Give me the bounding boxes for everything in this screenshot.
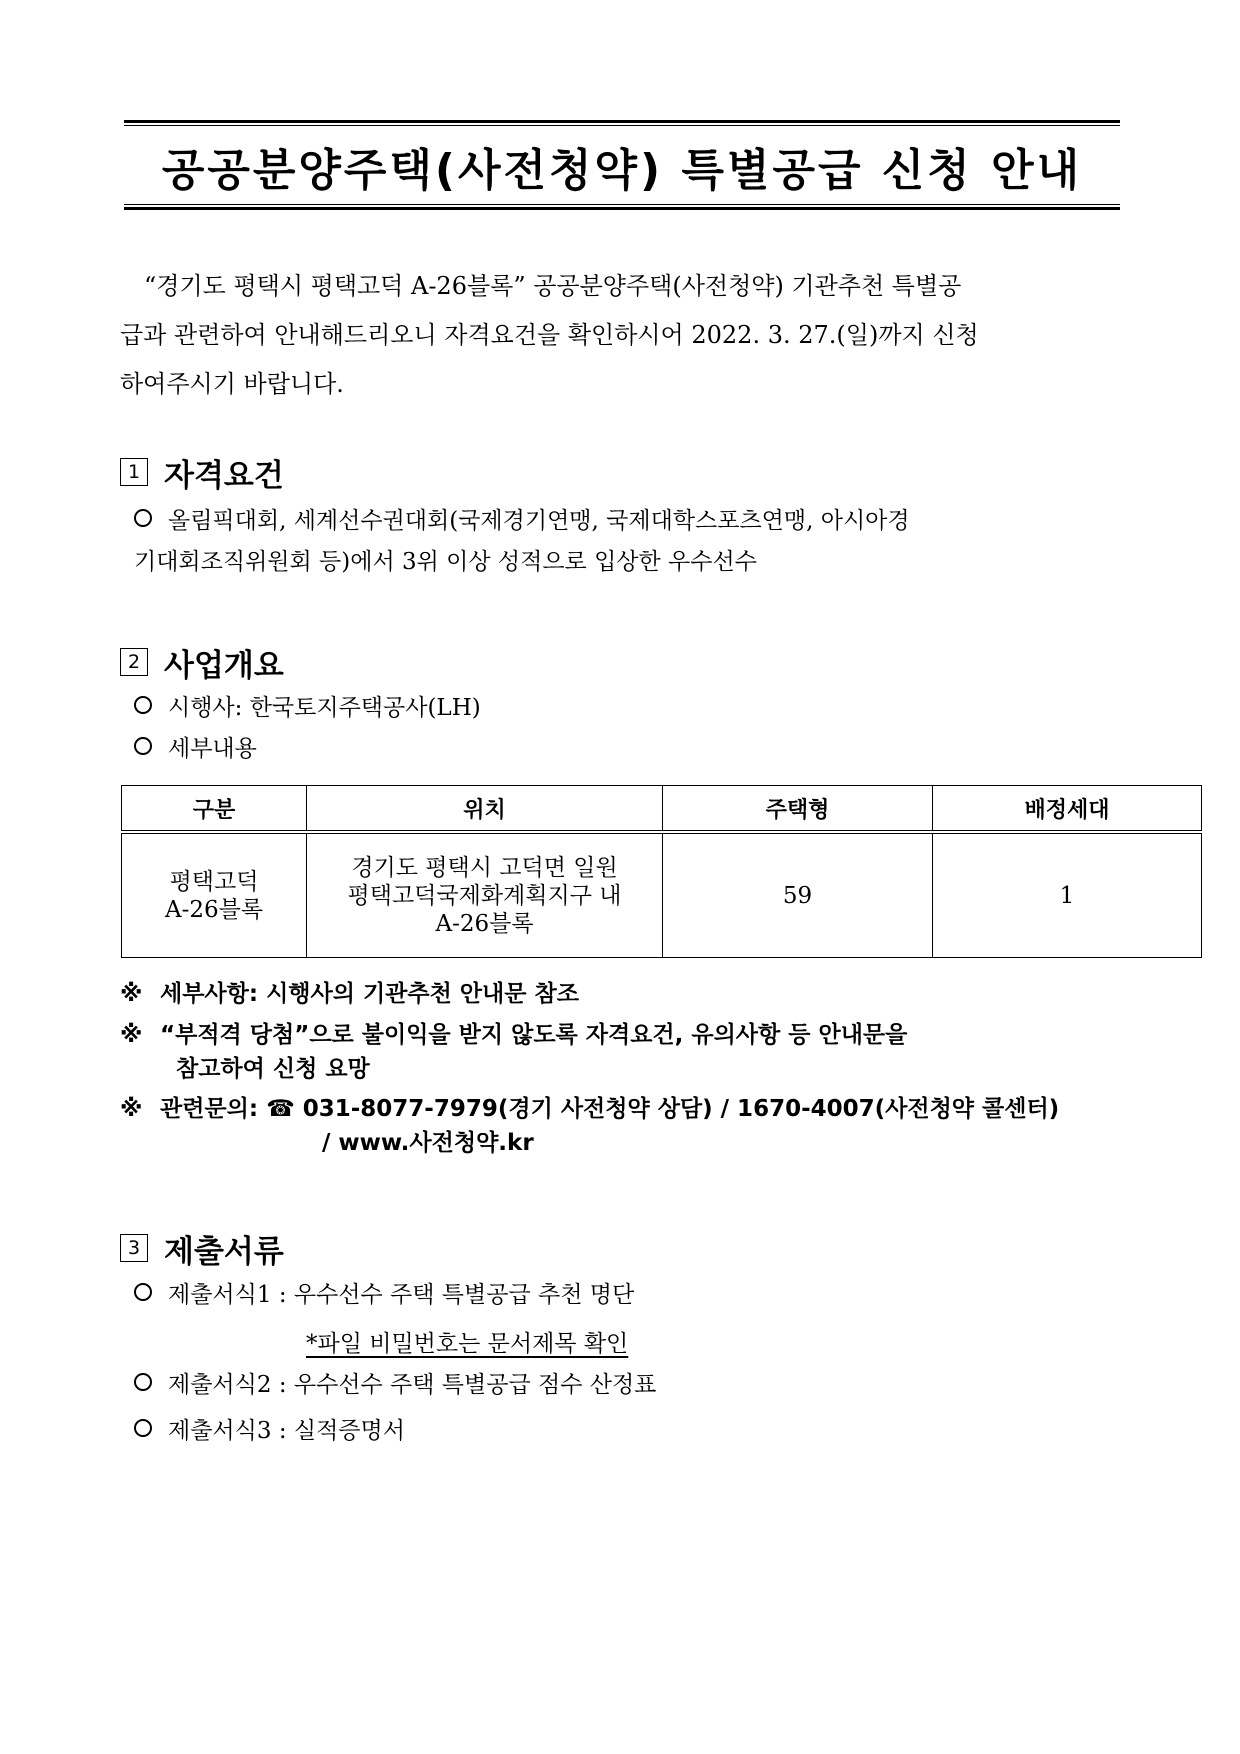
title-rule-bottom-thin (124, 204, 1120, 205)
note-2-text-1: “부적격 당첨”으로 불이익을 받지 않도록 자격요건, 유의사항 등 안내문을 (160, 1022, 908, 1048)
table-header-row (122, 786, 1202, 833)
password-note: *파일 비밀번호는 문서제목 확인 (306, 1331, 629, 1357)
reference-mark-icon: ※ (120, 1096, 143, 1122)
section2-bullet-2 (134, 730, 257, 768)
section2-heading (120, 642, 284, 682)
note-2 (120, 1016, 907, 1054)
circle-bullet-icon (134, 1419, 152, 1437)
section2-title: 사업개요 (164, 647, 284, 684)
note-1-text: 세부사항: 시행사의 기관추천 안내문 참조 (160, 981, 579, 1007)
section3-bullet-3 (134, 1412, 405, 1450)
section3-bullet-3-text: 제출서식3 : 실적증명서 (168, 1418, 405, 1444)
table-header-housing-type: 주택형 (663, 786, 933, 833)
circle-bullet-icon (134, 696, 152, 714)
location-line-2: 평택고덕국제화계획지구 내 (347, 882, 622, 909)
intro-line-1: “경기도 평택시 평택고덕 A-26블록” 공공분양주택(사전청약) 기관추천 특별공 (144, 272, 962, 300)
section1-title: 자격요건 (164, 457, 284, 494)
section3-bullet-1-text: 제출서식1 : 우수선수 주택 특별공급 추천 명단 (168, 1282, 635, 1308)
location-line-1: 경기도 평택시 고덕면 일원 (351, 854, 618, 881)
section1-bullet-text-2: 기대회조직위원회 등)에서 3위 이상 성적으로 입상한 우수선수 (134, 549, 757, 575)
table-cell-housing-type: 59 (663, 832, 933, 958)
division-line-1: 평택고덕 (169, 868, 259, 895)
section3-heading (120, 1228, 284, 1268)
section3-bullet-2-text: 제출서식2 : 우수선수 주택 특별공급 점수 산정표 (168, 1372, 657, 1398)
title-rule-top-thin (124, 125, 1120, 126)
section2-number: 2 (120, 648, 148, 676)
intro-line-3: 하여주시기 바랍니다. (120, 370, 344, 398)
table-row (122, 832, 1202, 958)
note-2-text-2: 참고하여 신청 요망 (176, 1056, 370, 1082)
division-line-2: A-26블록 (164, 896, 264, 923)
title-box (124, 120, 1120, 210)
table-header-households: 배정세대 (933, 786, 1202, 833)
table-cell-households: 1 (933, 832, 1202, 958)
section2-bullet-1 (134, 689, 481, 727)
section2-bullet-2-text: 세부내용 (168, 736, 257, 762)
circle-bullet-icon (134, 737, 152, 755)
intro-line-2: 급과 관련하여 안내해드리오니 자격요건을 확인하시어 2022. 3. 27.(일)까지 신청 (120, 321, 979, 349)
section3-title: 제출서류 (164, 1233, 284, 1270)
page-title: 공공분양주택(사전청약) 특별공급 신청 안내 (161, 145, 1083, 196)
section1-number: 1 (120, 458, 148, 486)
section3-number: 3 (120, 1234, 148, 1262)
section3-bullet-1 (134, 1276, 634, 1314)
table-cell-location (307, 832, 663, 958)
title-rule-bottom (124, 207, 1120, 210)
reference-mark-icon: ※ (120, 1022, 143, 1048)
section1-bullet-text-1: 올림픽대회, 세계선수권대회(국제경기연맹, 국제대학스포츠연맹, 아시아경 (168, 508, 910, 534)
section2-bullet-1-text: 시행사: 한국토지주택공사(LH) (168, 695, 481, 721)
note-1 (120, 975, 579, 1013)
intro-paragraph (120, 262, 1120, 409)
circle-bullet-icon (134, 1283, 152, 1301)
note-3-text-1: 관련문의: ☎ 031-8077-7979(경기 사전청약 상담) / 1670-4007(사전청약 콜센터) (160, 1096, 1060, 1122)
reference-mark-icon: ※ (120, 981, 143, 1007)
table-header-division: 구분 (122, 786, 307, 833)
location-line-3: A-26블록 (435, 910, 534, 937)
section3-bullet-2 (134, 1366, 656, 1404)
note-3-text-2: / www.사전청약.kr (322, 1130, 534, 1156)
circle-bullet-icon (134, 1373, 152, 1391)
section1-heading (120, 452, 284, 492)
section1-bullet (134, 502, 910, 540)
title-rule-top (124, 120, 1120, 123)
circle-bullet-icon (134, 509, 152, 527)
note-3 (120, 1090, 1059, 1128)
table-cell-division (122, 832, 307, 958)
table-header-location: 위치 (307, 786, 663, 833)
project-table (121, 785, 1202, 958)
